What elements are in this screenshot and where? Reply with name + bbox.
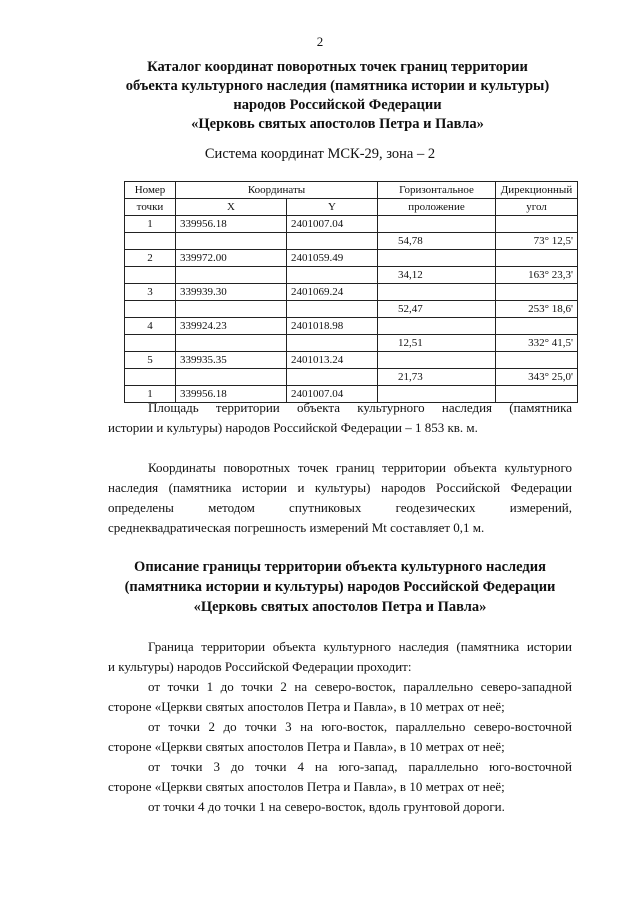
cell-x: [176, 335, 287, 352]
cell-point: 4: [125, 318, 176, 335]
document-title: [60, 58, 615, 134]
title-line: Каталог координат поворотных точек границ территории: [147, 59, 528, 75]
section-heading: [85, 557, 595, 617]
paragraph-line: Координаты поворотных точек границ территории объекта культурного: [148, 460, 572, 475]
cell-angle: [496, 318, 578, 335]
cell-length: 34,12: [378, 267, 496, 284]
table-row: [125, 352, 578, 369]
cell-x: [176, 369, 287, 386]
cell-y: 2401069.24: [287, 284, 378, 301]
cell-length: [378, 352, 496, 369]
table-row: [125, 335, 578, 352]
table-header-row: [125, 199, 578, 216]
cell-x: 339956.18: [176, 216, 287, 233]
table-body: [125, 216, 578, 403]
table-row: [125, 216, 578, 233]
area-paragraph: [108, 398, 572, 438]
header-length-sub: проложение: [378, 199, 496, 216]
title-line: «Церковь святых апостолов Петра и Павла»: [191, 116, 484, 132]
cell-angle: [496, 250, 578, 267]
cell-point: [125, 369, 176, 386]
coordinates-table: [124, 181, 578, 403]
cell-x: 339972.00: [176, 250, 287, 267]
coordinate-system-label: Система координат МСК-29, зона – 2: [204, 146, 436, 162]
header-angle: Дирекционный: [496, 182, 578, 199]
cell-angle: 253° 18,6': [496, 301, 578, 318]
cell-angle: 343° 25,0': [496, 369, 578, 386]
paragraph-line: наследия (памятника истории и культуры) народов Российской Федерации: [108, 480, 572, 495]
page-number: 2: [316, 34, 324, 49]
header-y: Y: [287, 199, 378, 216]
cell-length: 54,78: [378, 233, 496, 250]
paragraph-line: от точки 3 до точки 4 на юго-запад, параллельно юго-восточной: [148, 759, 572, 774]
cell-y: [287, 301, 378, 318]
cell-length: [378, 318, 496, 335]
cell-y: 2401018.98: [287, 318, 378, 335]
table-row: [125, 233, 578, 250]
header-angle-sub: угол: [496, 199, 578, 216]
table-row: [125, 369, 578, 386]
cell-length: 21,73: [378, 369, 496, 386]
cell-y: [287, 233, 378, 250]
cell-point: [125, 233, 176, 250]
paragraph-line: стороне «Церкви святых апостолов Петра и Павла», в 10 метрах от неё;: [108, 739, 505, 754]
boundary-description: [108, 637, 572, 817]
cell-angle: 73° 12,5': [496, 233, 578, 250]
table-header-row: [125, 182, 578, 199]
paragraph-line: и культуры) народов Российской Федерации проходит:: [108, 659, 412, 674]
heading-line: Описание границы территории объекта культурного наследия: [134, 559, 546, 575]
cell-point: [125, 335, 176, 352]
paragraph-line: от точки 1 до точки 2 на северо-восток, параллельно северо-западной: [148, 679, 572, 694]
cell-angle: [496, 216, 578, 233]
cell-y: 2401059.49: [287, 250, 378, 267]
cell-x: 339956.18: [176, 386, 287, 403]
cell-length: [378, 284, 496, 301]
cell-y: 2401007.04: [287, 216, 378, 233]
table-row: [125, 301, 578, 318]
cell-length: 12,51: [378, 335, 496, 352]
table-row: [125, 267, 578, 284]
cell-point: 5: [125, 352, 176, 369]
table-row: [125, 284, 578, 301]
header-point: Номер: [125, 182, 176, 199]
paragraph-line: определены методом спутниковых геодезических измерений,: [108, 500, 572, 515]
paragraph-line: от точки 2 до точки 3 на юго-восток, параллельно северо-восточной: [148, 719, 572, 734]
cell-angle: [496, 352, 578, 369]
cell-y: [287, 369, 378, 386]
paragraph-line: среднеквадратическая погрешность измерений Mt составляет 0,1 м.: [108, 520, 485, 535]
cell-point: 1: [125, 216, 176, 233]
cell-angle: 332° 41,5': [496, 335, 578, 352]
table-row: [125, 250, 578, 267]
heading-line: «Церковь святых апостолов Петра и Павла»: [193, 599, 487, 615]
cell-y: 2401007.04: [287, 386, 378, 403]
paragraph-line: Граница территории объекта культурного наследия (памятника истории: [148, 639, 572, 654]
paragraph-line: от точки 4 до точки 1 на северо-восток, вдоль грунтовой дороги.: [148, 799, 505, 814]
method-paragraph: [108, 458, 572, 538]
cell-length: [378, 216, 496, 233]
cell-point: [125, 267, 176, 284]
cell-x: [176, 267, 287, 284]
cell-point: 1: [125, 386, 176, 403]
cell-y: 2401013.24: [287, 352, 378, 369]
title-line: объекта культурного наследия (памятника истории и культуры): [125, 78, 550, 94]
heading-line: (памятника истории и культуры) народов Российской Федерации: [124, 579, 556, 595]
cell-x: 339924.23: [176, 318, 287, 335]
cell-y: [287, 267, 378, 284]
cell-x: [176, 233, 287, 250]
cell-length: [378, 250, 496, 267]
header-point-sub: точки: [125, 199, 176, 216]
cell-x: [176, 301, 287, 318]
header-length: Горизонтальное: [378, 182, 496, 199]
table-row: [125, 318, 578, 335]
title-line: народов Российской Федерации: [233, 97, 442, 113]
header-coordinates: Координаты: [176, 182, 378, 199]
cell-point: 2: [125, 250, 176, 267]
cell-y: [287, 335, 378, 352]
cell-x: 339939.30: [176, 284, 287, 301]
paragraph-line: стороне «Церкви святых апостолов Петра и Павла», в 10 метрах от неё;: [108, 779, 505, 794]
paragraph-line: Площадь территории объекта культурного наследия (памятника: [148, 400, 572, 415]
cell-x: 339935.35: [176, 352, 287, 369]
cell-angle: [496, 284, 578, 301]
cell-point: 3: [125, 284, 176, 301]
cell-length: 52,47: [378, 301, 496, 318]
header-x: X: [176, 199, 287, 216]
cell-point: [125, 301, 176, 318]
paragraph-line: истории и культуры) народов Российской Федерации – 1 853 кв. м.: [108, 420, 478, 435]
paragraph-line: стороне «Церкви святых апостолов Петра и Павла», в 10 метрах от неё;: [108, 699, 505, 714]
cell-angle: 163° 23,3': [496, 267, 578, 284]
